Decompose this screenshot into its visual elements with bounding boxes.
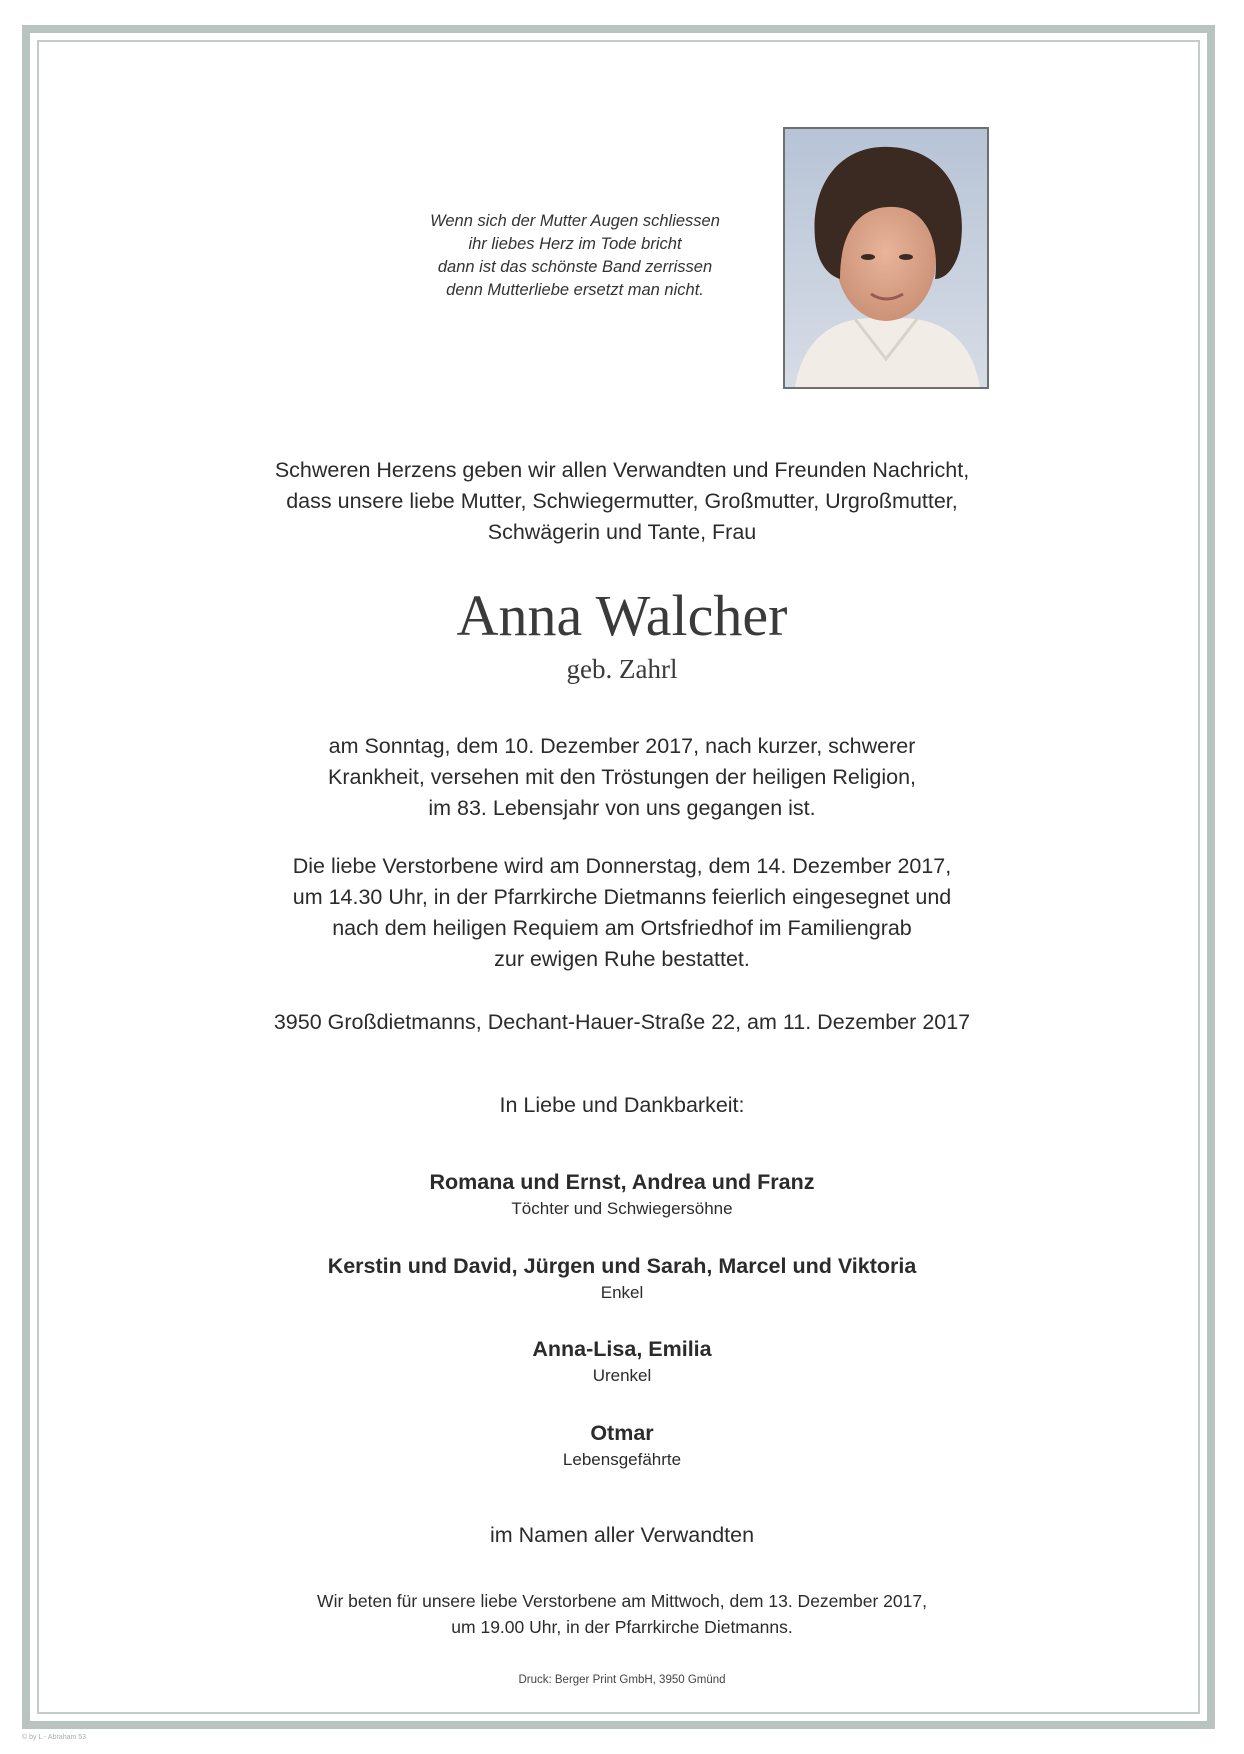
family-group xyxy=(0,1418,1244,1472)
maiden-name: geb. Zahrl xyxy=(566,654,678,684)
prayer-line: Wir beten für unsere liebe Verstorbene am Mittwoch, dem 13. Dezember 2017, xyxy=(317,1591,927,1611)
funeral-details xyxy=(0,851,1244,975)
funeral-line: um 14.30 Uhr, in der Pfarrkirche Dietmanns feierlich eingesegnet und xyxy=(292,885,952,909)
family-names: Romana und Ernst, Andrea und Franz xyxy=(429,1170,815,1194)
family-names: Kerstin und David, Jürgen und Sarah, Marcel und Viktoria xyxy=(327,1254,917,1278)
death-line: am Sonntag, dem 10. Dezember 2017, nach kurzer, schwerer xyxy=(328,734,916,758)
intro-line: Schweren Herzens geben wir allen Verwandten und Freunden Nachricht, xyxy=(274,458,970,482)
family-role: Lebensgefährte xyxy=(562,1450,682,1469)
motto-line: Wenn sich der Mutter Augen schliessen xyxy=(430,212,720,230)
copyright-note: © by L - Abraham 53 xyxy=(22,1734,87,1741)
deceased-name: Anna Walcher xyxy=(456,583,788,648)
funeral-line: Die liebe Verstorbene wird am Donnerstag, dem 14. Dezember 2017, xyxy=(292,854,952,878)
family-role: Töchter und Schwiegersöhne xyxy=(511,1199,733,1218)
funeral-line: zur ewigen Ruhe bestattet. xyxy=(494,947,750,971)
family-names: Otmar xyxy=(590,1421,654,1445)
family-group xyxy=(0,1334,1244,1388)
closing-line: im Namen aller Verwandten xyxy=(489,1523,755,1547)
death-line: Krankheit, versehen mit den Tröstungen der heiligen Religion, xyxy=(327,765,917,789)
family-names: Anna-Lisa, Emilia xyxy=(532,1337,712,1361)
motto-line: dann ist das schönste Band zerrissen xyxy=(437,258,713,276)
family-role: Urenkel xyxy=(592,1366,652,1385)
motto-line: denn Mutterliebe ersetzt man nicht. xyxy=(446,281,704,299)
intro-line: Schwägerin und Tante, Frau xyxy=(487,520,757,544)
intro-line: dass unsere liebe Mutter, Schwiegermutter, Großmutter, Urgroßmutter, xyxy=(286,489,958,513)
prayer-notice xyxy=(0,1588,1244,1640)
motto-line: ihr liebes Herz im Tode bricht xyxy=(468,235,682,253)
death-line: im 83. Lebensjahr von uns gegangen ist. xyxy=(428,796,816,820)
portrait-photo xyxy=(783,127,989,389)
motto-poem xyxy=(345,210,805,302)
family-role: Enkel xyxy=(600,1283,644,1302)
prayer-line: um 19.00 Uhr, in der Pfarrkirche Dietmanns. xyxy=(451,1617,793,1637)
funeral-line: nach dem heiligen Requiem am Ortsfriedhof im Familiengrab xyxy=(332,916,912,940)
thanks-heading: In Liebe und Dankbarkeit: xyxy=(499,1093,745,1117)
family-group xyxy=(0,1251,1244,1305)
portrait-image xyxy=(785,129,987,387)
family-group xyxy=(0,1167,1244,1221)
announcement-intro xyxy=(0,455,1244,548)
death-notice xyxy=(0,731,1244,824)
printer-credit: Druck: Berger Print GmbH, 3950 Gmünd xyxy=(518,1674,726,1686)
place-date: 3950 Großdietmanns, Dechant-Hauer-Straße 22, am 11. Dezember 2017 xyxy=(273,1010,971,1034)
